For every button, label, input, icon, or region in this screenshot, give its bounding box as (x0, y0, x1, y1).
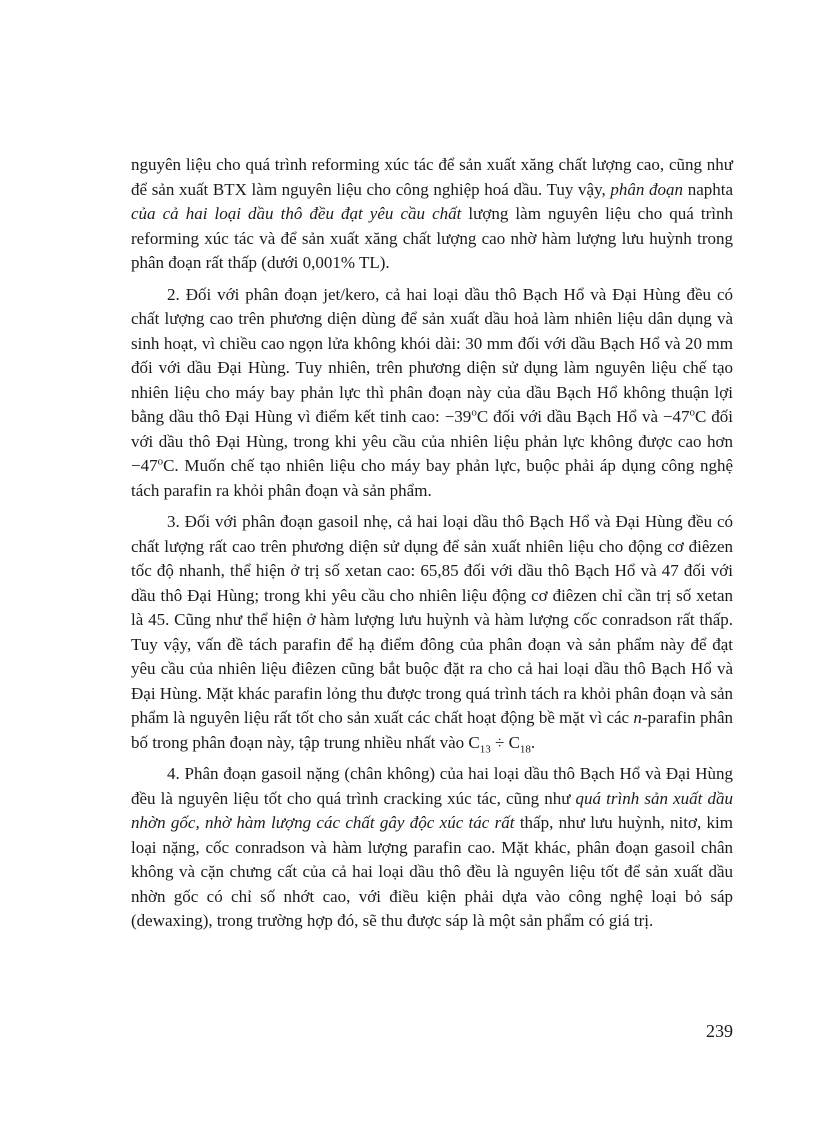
paragraph-4-text: 4. Phân đoạn gasoil nặng (chân không) của hai loại dầu thô Bạch Hổ và Đại Hùng đều là nguyên liệu tốt cho quá trình cracking xúc tác, cũng như (131, 764, 733, 808)
paragraph-1-text-end: lượng làm nguyên liệu cho quá trình reforming xúc tác và để sản xuất xăng chất lượng cao nhờ hàm lượng lưu huỳnh trong phân đoạn rất thấp (dưới 0,001% TL). (131, 204, 733, 272)
paragraph-3-text-end: . (530, 732, 536, 752)
degree-superscript: o (689, 406, 696, 419)
paragraph-3-text: ÷ C (490, 732, 520, 752)
paragraph-3-text: 3. Đối với phân đoạn gasoil nhẹ, cả hai loại dầu thô Bạch Hổ và Đại Hùng đều có chất lượng rất cao trên phương diện sử dụng để sản xuất nhiên liệu cho động cơ điêzen tốc độ nhanh, thể hiện ở trị số xetan cao: 65,85 đối với dầu thô Bạch Hổ và 47 đối với dầu thô Đại Hùng; trong khi yêu cầu cho nhiên liệu động cơ điêzen chỉ cần trị số xetan là 45. Cũng như thể hiện ở hàm lượng lưu huỳnh và hàm lượng cốc conradson rất thấp. Tuy vậy, vấn đề tách parafin để hạ điểm đông của phân đoạn và sản phẩm này để đạt yêu cầu của nhiên liệu điêzen cũng bắt buộc đặt ra cho cả hai loại dầu thô Bạch Hổ và Đại Hùng. Mặt khác parafin lỏng thu được trong quá trình tách ra khỏi phân đoạn và sản phẩm là nguyên liệu rất tốt cho sản xuất các chất hoạt động bề mặt vì các (131, 512, 733, 727)
paragraph-2-text: C đối với dầu Bạch Hổ và −47 (476, 407, 690, 426)
carbon-subscript: 13 (479, 742, 491, 755)
paragraph-1-italic-text: phân đoạn (610, 179, 684, 199)
carbon-subscript: 18 (519, 742, 531, 755)
paragraph-1-italic-text: của cả hai loại dầu thô đều đạt yêu cầu chất (131, 204, 462, 223)
paragraph-3-text: -parafin phân bố trong phân đoạn này, tập trung nhiều nhất vào C (131, 708, 734, 752)
paragraph-2 (131, 283, 733, 504)
paragraph-4-italic-text: quá trình sản xuất dầu nhờn gốc, nhờ hàm lượng các chất gây độc xúc tác rất (131, 788, 734, 832)
paragraph-4-text-end: thấp, như lưu huỳnh, nitơ, kim loại nặng, cốc conradson và hàm lượng parafin cao. Mặt khác, phân đoạn gasoil chân không và cặn chưng cất của cả hai loại dầu thô đều là nguyên liệu tốt để sản xuất dầu nhờn gốc có chỉ số nhớt cao, với điều kiện phải dựa vào công nghệ loại bỏ sáp (dewaxing), trong trường hợp đó, sẽ thu được sáp là một sản phẩm có giá trị. (131, 813, 733, 930)
paragraph-3-italic-n: n (633, 708, 642, 727)
paragraph-2-text: C đối với dầu thô Đại Hùng, trong khi yêu cầu của nhiên liệu phản lực không được cao hơn −47 (131, 407, 734, 475)
degree-superscript: o (157, 455, 164, 468)
page-number: 239 (706, 1021, 733, 1041)
paragraph-2-text: 2. Đối với phân đoạn jet/kero, cả hai loại dầu thô Bạch Hổ và Đại Hùng đều có chất lượng cao trên phương diện dùng để sản xuất dầu hoả làm nhiên liệu dân dụng và sinh hoạt, vì chiều cao ngọn lửa không khói dài: 30 mm đối với dầu Bạch Hổ và 20 mm đối với dầu Đại Hùng. Tuy nhiên, trên phương diện sử dụng làm nguyên liệu chế tạo nhiên liệu cho máy bay phản lực thì phân đoạn này của dầu Bạch Hổ không thuận lợi bằng dầu thô Đại Hùng vì điểm kết tinh cao: −39 (131, 284, 733, 426)
degree-superscript: o (471, 406, 477, 419)
paragraph-1-text: nguyên liệu cho quá trình reforming xúc tác để sản xuất xăng chất lượng cao, cũng như để sản xuất BTX làm nguyên liệu cho công nghiệp hoá dầu. Tuy vậy, (131, 155, 733, 199)
page-body (131, 153, 733, 1053)
paragraph-1-text-naphta: naphta (683, 179, 734, 199)
paragraph-2-text-end: C. Muốn chế tạo nhiên liệu cho máy bay phản lực, buộc phải áp dụng công nghệ tách parafin ra khỏi phân đoạn và sản phẩm. (131, 456, 733, 500)
paragraph-3 (131, 510, 733, 755)
paragraph-4 (131, 762, 733, 934)
paragraph-1 (131, 153, 733, 276)
